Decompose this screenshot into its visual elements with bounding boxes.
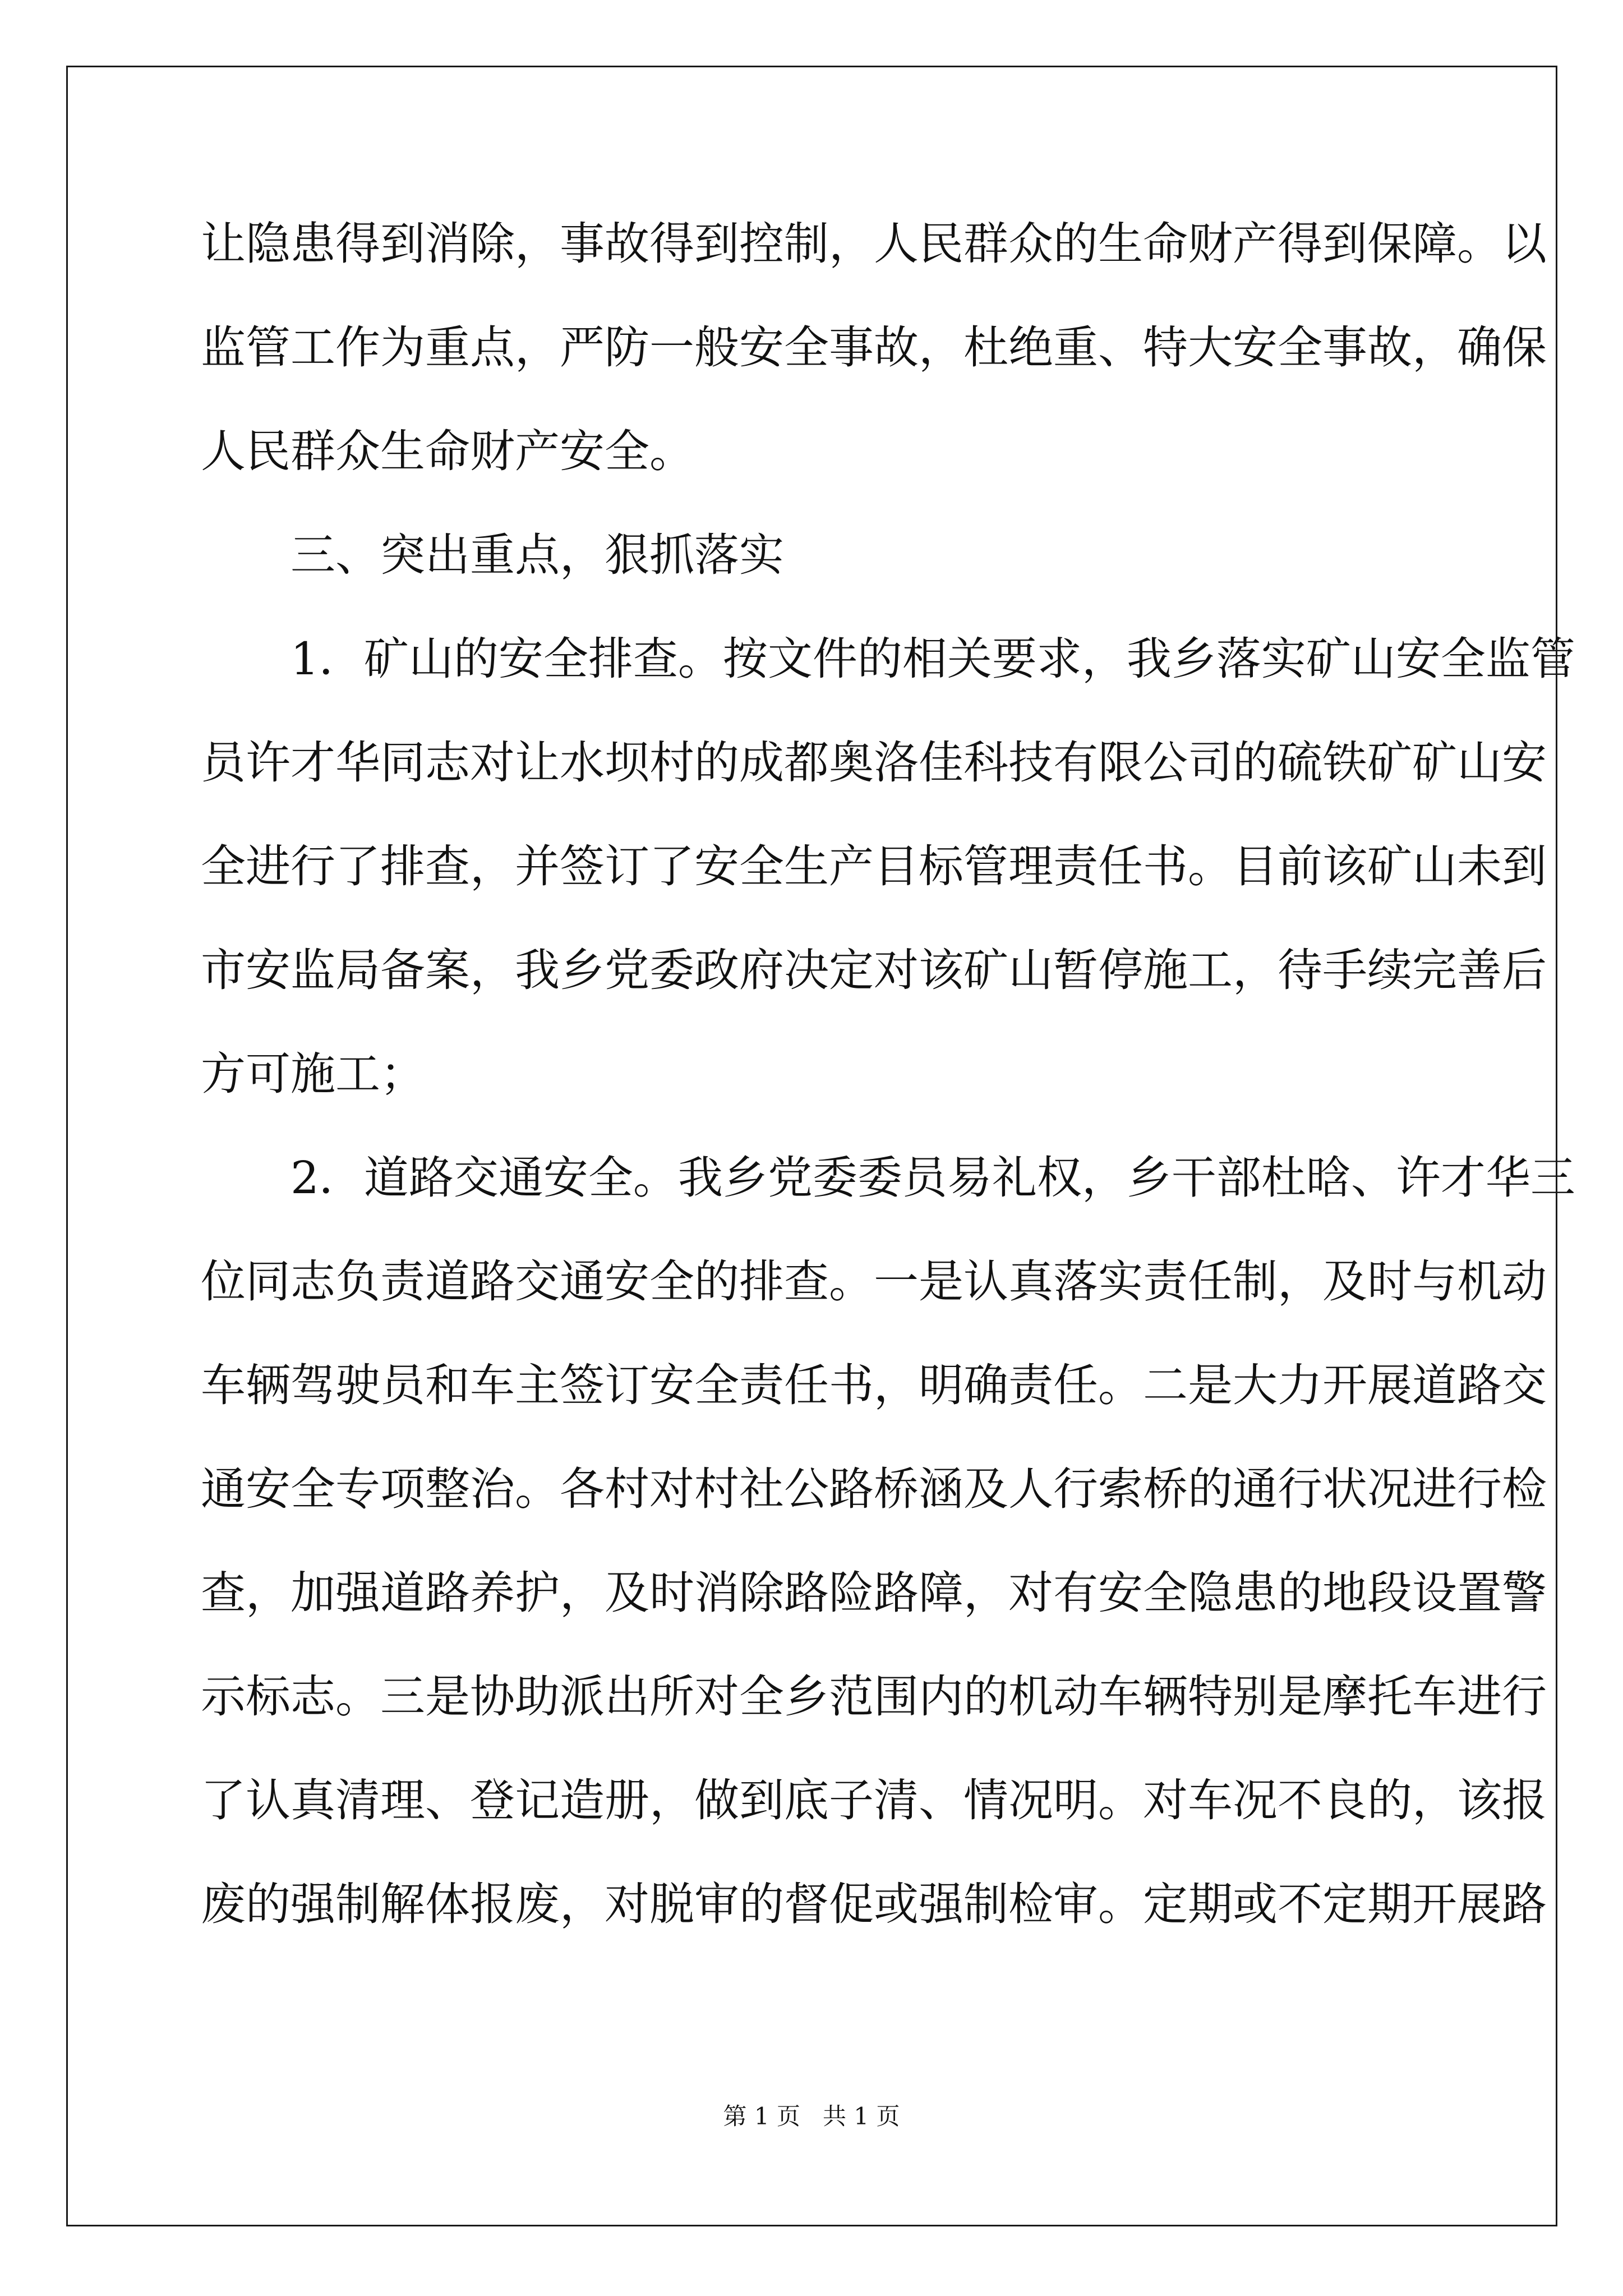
text-line: 1．矿山的安全排查。按文件的相关要求，我乡落实矿山安全监管	[291, 633, 1575, 685]
text-line: 监管工作为重点，严防一般安全事故，杜绝重、特大安全事故，确保	[201, 321, 1547, 374]
text-line: 全进行了排查，并签订了安全生产目标管理责任书。目前该矿山未到	[201, 840, 1547, 892]
text-line: 人民群众生命财产安全。	[201, 425, 694, 477]
text-line: 了认真清理、登记造册，做到底子清、情况明。对车况不良的，该报	[201, 1774, 1547, 1826]
text-line: 废的强制解体报废，对脱审的督促或强制检审。定期或不定期开展路	[201, 1878, 1547, 1930]
page-number-footer: 第 1 页 共 1 页	[723, 2102, 900, 2130]
text-line: 位同志负责道路交通安全的排查。一是认真落实责任制，及时与机动	[201, 1255, 1547, 1308]
section-heading: 三、突出重点，狠抓落实	[291, 529, 784, 581]
text-line: 员许才华同志对让水坝村的成都奥洛佳科技有限公司的硫铁矿矿山安	[201, 737, 1547, 789]
text-line: 通安全专项整治。各村对村社公路桥涵及人行索桥的通行状况进行检	[201, 1463, 1547, 1515]
text-line: 让隐患得到消除，事故得到控制，人民群众的生命财产得到保障。以	[201, 218, 1547, 270]
text-line: 2．道路交通安全。我乡党委委员易礼权，乡干部杜晗、许才华三	[291, 1152, 1575, 1204]
text-line: 市安监局备案，我乡党委政府决定对该矿山暂停施工，待手续完善后	[201, 944, 1547, 996]
text-line: 示标志。三是协助派出所对全乡范围内的机动车辆特别是摩托车进行	[201, 1671, 1547, 1723]
text-line: 车辆驾驶员和车主签订安全责任书，明确责任。二是大力开展道路交	[201, 1359, 1547, 1411]
document-body	[201, 192, 1575, 1956]
text-line: 方可施工；	[201, 1048, 425, 1100]
text-line: 查，加强道路养护，及时消除路险路障，对有安全隐患的地段设置警	[201, 1567, 1547, 1619]
